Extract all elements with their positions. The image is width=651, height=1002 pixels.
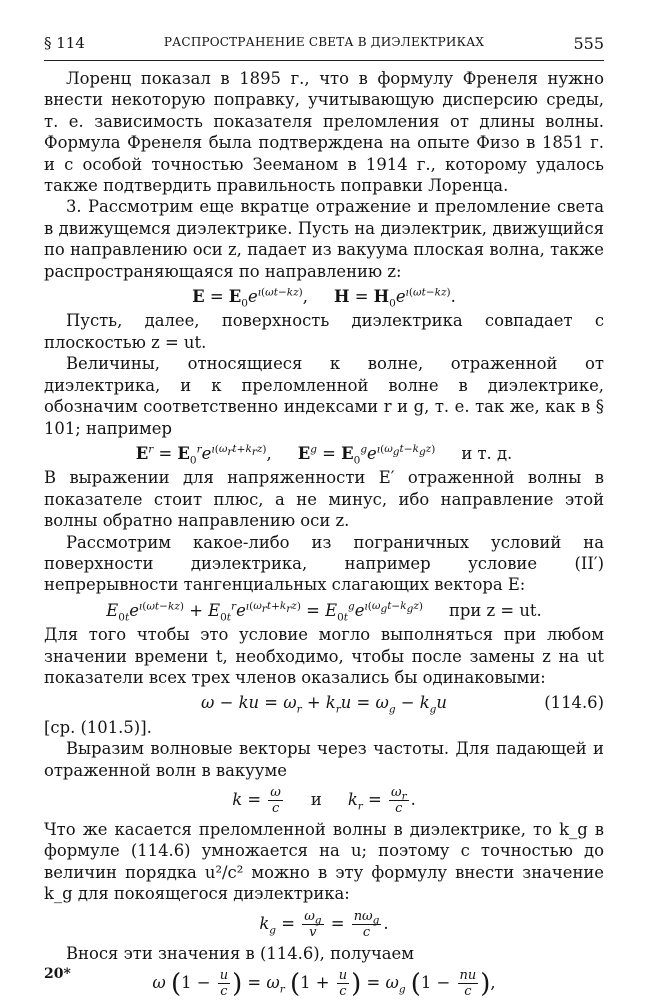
equation-tangential-continuity: $E_{0t}e^{ı(\omega t-kz)} + E_{0t}^re^{ı(\omega_rt+k_rz)} = E_{0t}^ge^{ı(\omega_gt-k_gz)}$ при z = ut. — [106, 600, 542, 624]
header-rule — [44, 60, 604, 61]
equation-number: (114.6) — [544, 693, 604, 713]
equation-vacuum-wavenumbers: k = $\frac{\omega}{c}$ и $k_r$ = $\frac{\omega_r}{c}$ . — [232, 785, 416, 816]
equation-and-text: и — [310, 790, 322, 809]
equation-frequency-relation: ω (1 − $\frac{u}{c}$ ) = $\omega_r$ (1 + $\frac{u}{c}$ ) = $\omega_g$ (1 − $\frac{nu}{c}$ ), — [152, 968, 496, 1000]
paragraph-boundary-condition: Рассмотрим какое-либо из пограничных условий на поверхности диэлектрика, например условие (II′) непрерывности тангенциальных слагающих вектора E: — [44, 532, 604, 595]
paragraph-plus-sign: В выражении для напряженности E′ отраженной волны в показателе стоит плюс, а не минус, ибо направление этой волны обратно направлению оси z. — [44, 468, 604, 531]
running-head-title: РАСПРОСТРАНЕНИЕ СВЕТА В ДИЭЛЕКТРИКАХ — [163, 35, 485, 49]
signature-mark: 20* — [44, 966, 71, 982]
equation-incident-wave: $E = E_0e^{ı(\omega t-kz)}$, $H = H_0e^{ı(\omega t-kz)}$. — [192, 286, 456, 310]
equation-etc-text: и т. д. — [461, 443, 513, 463]
paragraph-surface-plane: Пусть, далее, поверхность диэлектрика совпадает с плоскостью z = ut. — [44, 311, 604, 352]
paragraph-indices: Величины, относящиеся к волне, отраженной от диэлектрика, и к преломленной волне в диэлектрике, обозначим соответственно индексами r и g, т. е. так же, как в § 101; например — [44, 354, 604, 438]
section-number: § 114 — [44, 34, 85, 52]
paragraph-wave-vectors: Выразим волновые векторы через частоты. Для падающей и отраженной волн в вакууме — [44, 739, 604, 780]
equation-dielectric-wavenumber: $k_g$ = $\frac{\omega_g}{v}$ = $\frac{n\omega_g}{c}$ . — [259, 908, 389, 940]
paragraph-substitution: Внося эти значения в (114.6), получаем — [66, 943, 414, 963]
equation-condition-text: при z = ut. — [449, 600, 542, 620]
running-header — [44, 34, 604, 58]
equation-114-6: ω − ku = $\omega_r + k_ru = \omega_g - k_gu$ (114.6) — [201, 693, 604, 716]
paragraph-exponents-equal: Для того чтобы это условие могло выполняться при любом значении времени t, необходимо, чтобы после замены z на ut показатели всех трех членов оказались бы одинаковыми: — [44, 625, 604, 687]
page-body — [44, 68, 604, 1002]
paragraph-lorentz: Лоренц показал в 1895 г., что в формулу Френеля нужно внести некоторую поправку, учитывающую дисперсию среды, т. е. зависимость показателя преломления от длины волны. Формула Френеля была подтверждена на опыте Физо в 1851 г. и с особой точностью Зееманом в 1914 г., которому удалось также подтвердить правильность поправки Лоренца. — [44, 69, 604, 196]
equation-reflected-refracted: $E^r = E_0^re^{ı(\omega_rt+k_rz)}$, $E^g = E_0^ge^{ı(\omega_gt-k_gz)}$ и т. д. — [135, 443, 513, 467]
paragraph-moving-dielectric: 3. Рассмотрим еще вкратце отражение и преломление света в движущемся диэлектрике. Пусть на диэлектрик, движущийся по направлению оси z, падает из вакуума плоская волна, также распространяющаяся по направлению z: — [44, 197, 604, 281]
page-number: 555 — [573, 34, 604, 53]
paragraph-cross-reference: [ср. (101.5)]. — [44, 717, 152, 737]
paragraph-refracted-wave: Что же касается преломленной волны в диэлектрике, то k_g в формуле (114.6) умножается на u; поэтому с точностью до величин порядка u²/c² можно в эту формулу внести значение k_g для покоящегося диэлектрика: — [44, 820, 604, 904]
